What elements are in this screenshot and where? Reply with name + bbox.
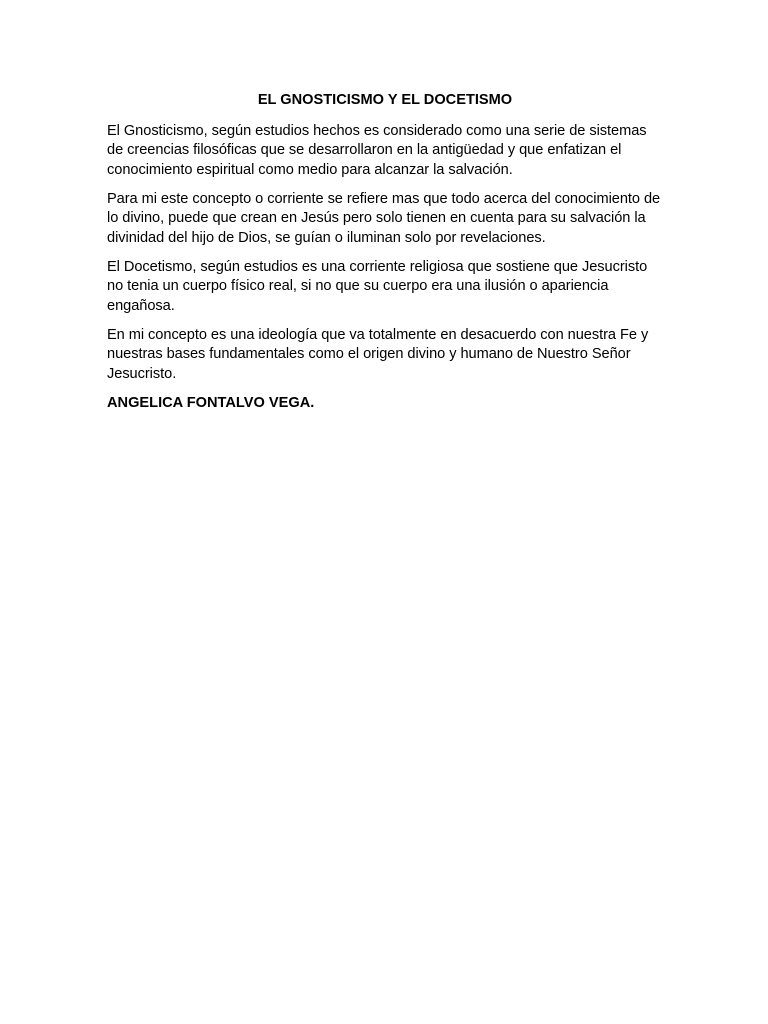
paragraph-gnosticismo-opinion: Para mi este concepto o corriente se refiere mas que todo acerca del conocimiento de lo divino, puede que crean en Jesús pero solo tienen en cuenta para su salvación la divinidad del hijo de Dios, se guían o iluminan solo por revelaciones.: [107, 190, 661, 246]
paragraph-gnosticismo-definition: El Gnosticismo, según estudios hechos es considerado como una serie de sistemas de creencias filosóficas que se desarrollaron en la antigüedad y que enfatizan el conocimiento espiritual como medio para alcanzar la salvación.: [107, 122, 647, 178]
document-body: [107, 91, 663, 413]
author-signature: ANGELICA FONTALVO VEGA.: [107, 394, 315, 411]
document-title: EL GNOSTICISMO Y EL DOCETISMO: [257, 92, 513, 108]
paragraph-docetismo-opinion: En mi concepto es una ideología que va totalmente en desacuerdo con nuestra Fe y nuestras bases fundamentales como el origen divino y humano de Nuestro Señor Jesucristo.: [107, 326, 649, 382]
paragraph-docetismo-definition: El Docetismo, según estudios es una corriente religiosa que sostiene que Jesucristo no tenia un cuerpo físico real, si no que su cuerpo era una ilusión o apariencia engañosa.: [107, 258, 648, 314]
